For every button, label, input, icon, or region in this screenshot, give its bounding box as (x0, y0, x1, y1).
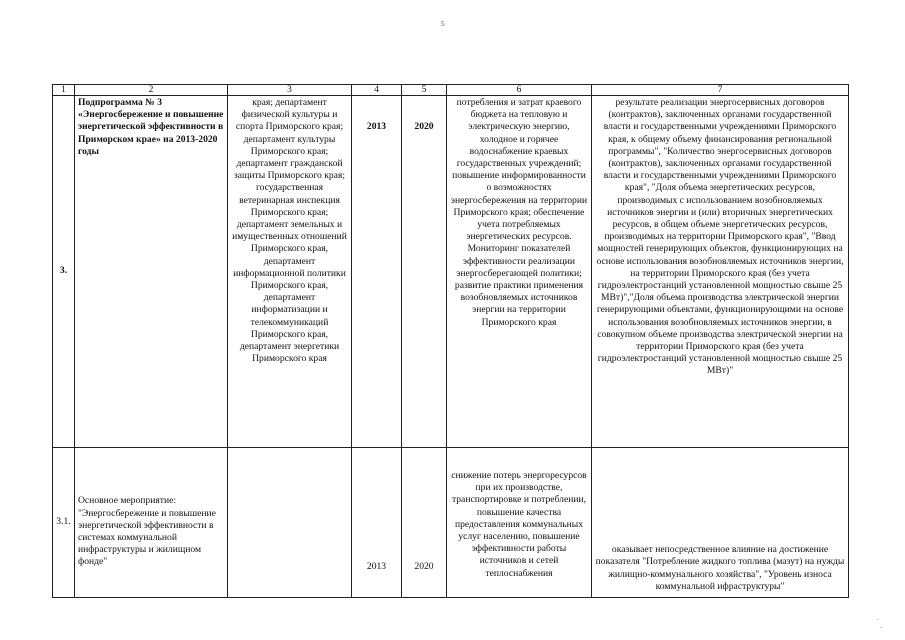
activity-name: Основное мероприятие: "Энергосбережение и повышение энергетической эффективности в системах коммунальной инфраструктуры и жилищном фонде" (75, 448, 228, 598)
program-name: Подпрограмма № 3 «Энергосбережение и повышение энергетической эффективности в Приморском крае» на 2013-2020 годы (75, 96, 228, 448)
header-cell: 7 (592, 85, 849, 96)
header-cell: 6 (447, 85, 592, 96)
expected-result: снижение потерь энергоресурсов при их производстве, транспортировке и потреблении, повышение качества предоставления коммунальных услуг населению, повышение эффективности работы источников и сетей теплоснабжения (447, 448, 592, 598)
executors-cell: края; департамент физической культуры и спорта Приморского края; департамент культуры Приморского края; департамент гражданской защиты Приморского края; государственная ветеринарная инспекция Приморского края; департамент земельных и имущественных отношений Приморского края, департамент информационной политики Приморского края, департамент информатизации и телекоммуникаций Приморского края, департамент энергетики Приморского края (228, 96, 352, 448)
expected-result: потребления и затрат краевого бюджета на тепловую и электрическую энергию, холодное и горячее водоснабжение краевых государственных учреждений; повышение информированности о возможностях энергосбережения на территории Приморского края; обеспечение учета потребляемых энергетических ресурсов. Мониторинг показателей эффективности реализации энергосберегающей политики; развитие практики применения возобновляемых источников энергии на территории Приморского края (447, 96, 592, 448)
end-year: 2020 (402, 448, 447, 598)
page-mark: 5 (441, 20, 445, 28)
start-year: 2013 (352, 448, 402, 598)
row-number: 3. (53, 96, 75, 448)
table-row (53, 448, 849, 598)
indicators-cell: результате реализации энергосервисных договоров (контрактов), заключенных органами государственной власти и государственными учреждениями Приморского края, к общему объему финансирования региональной программы", "Количество энергосервисных договоров (контрактов), заключенных органами государственной власти и государственными учреждениями Приморского края", "Доля объема энергетических ресурсов, производимых с использованием возобновляемых источников энергии и (или) вторичных энергетических ресурсов, в общем объеме энергетических ресурсов, производимых на территории Приморского края", "Ввод мощностей генерирующих объектов, функционирующих на основе использования возобновляемых источников энергии, на территории Приморского края (без учета гидроэлектростанций установленной мощностью свыше 25 МВт)","Доля объема производства электрической энергии генерирующими объектами, функционирующими на основе использования возобновляемых источников энергии, в совокупном объеме производства электрической энергии на территории Приморского края (без учета гидроэлектростанций установленной мощностью свыше 25 МВт)" (592, 96, 849, 448)
header-cell: 2 (75, 85, 228, 96)
start-year: 2013 (352, 96, 402, 448)
header-cell: 5 (402, 85, 447, 96)
row-number: 3.1. (53, 448, 75, 598)
scan-artifact: . (877, 614, 879, 622)
end-year: 2020 (402, 96, 447, 448)
table-row (53, 96, 849, 448)
header-cell: 4 (352, 85, 402, 96)
executors-cell (228, 448, 352, 598)
header-row (53, 85, 849, 96)
header-cell: 1 (53, 85, 75, 96)
indicators-cell: оказывает непосредственное влияние на достижение показателя "Потребление жидкого топлива (мазут) на нужды жилищно-коммунального хозяйства", "Уровень износа коммунальной ифраструктуры" (592, 448, 849, 598)
program-table (52, 84, 849, 598)
header-cell: 3 (228, 85, 352, 96)
scan-artifact: . (880, 622, 882, 630)
